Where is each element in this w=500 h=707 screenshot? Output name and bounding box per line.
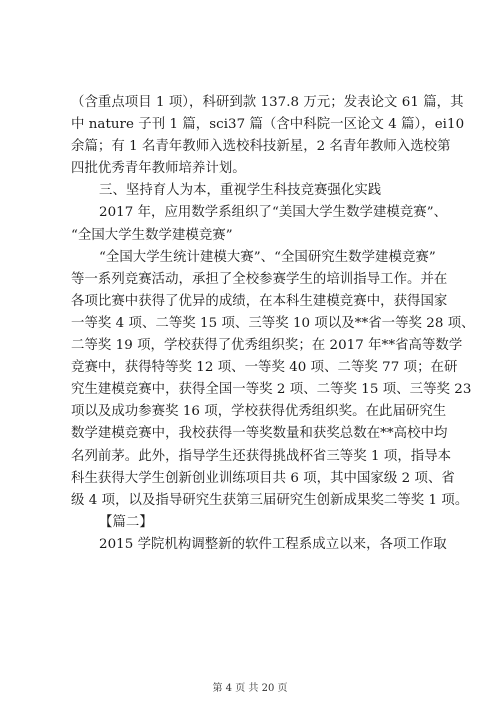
paragraph-line: “全国大学生统计建模大赛”、“全国研究生数学建模竞赛” — [99, 249, 436, 265]
paragraph-line: 中 nature 子刊 1 篇，sci37 篇（含中科院一区论文 4 篇），ei10 — [71, 117, 465, 133]
section-marker: 【篇二】 — [99, 514, 153, 530]
page-number: 第 4 页 共 20 页 — [212, 683, 288, 694]
paragraph-line: 究生建模竞赛中，获得全国一等奖 2 项、二等奖 15 项、三等奖 23 — [71, 382, 472, 398]
paragraph-line: 2017 年，应用数学系组织了“美国大学生数学建模竞赛”、 — [99, 205, 448, 221]
paragraph-line: 竞赛中，获得特等奖 12 项、一等奖 40 项、二等奖 77 项；在研 — [71, 360, 458, 376]
paragraph-line: 二等奖 19 项，学校获得了优秀组织奖；在 2017 年**省高等数学 — [71, 338, 463, 354]
paragraph-line: 等一系列竞赛活动，承担了全校参赛学生的培训指导工作。并在 — [71, 271, 448, 287]
paragraph-line: 余篇；有 1 名青年教师入选校科技新星，2 名青年教师入选校第 — [71, 139, 451, 155]
paragraph-line: 级 4 项，以及指导研究生获第三届研究生创新成果奖二等奖 1 项。 — [71, 492, 469, 508]
paragraph-line: “全国大学生数学建模竞赛” — [71, 227, 233, 243]
document-body — [71, 92, 475, 556]
paragraph-line: 各项比赛中获得了优异的成绩，在本科生建模竞赛中，获得国家 — [71, 293, 448, 309]
paragraph-line: 项以及成功参赛奖 16 项，学校获得优秀组织奖。在此届研究生 — [71, 404, 447, 420]
paragraph-line: 名列前茅。此外，指导学生还获得挑战杯省三等奖 1 项，指导本 — [71, 448, 452, 464]
paragraph-line: 数学建模竞赛中，我校获得一等奖数量和获奖总数在**高校中均 — [71, 426, 448, 442]
paragraph-line: 四批优秀青年教师培养计划。 — [71, 161, 246, 177]
section-heading: 三、坚持育人为本，重视学生科技竞赛强化实践 — [99, 183, 382, 199]
paragraph-line: （含重点项目 1 项），科研到款 137.8 万元；发表论文 61 篇，其 — [71, 95, 464, 110]
paragraph-line: 2015 学院机构调整新的软件工程系成立以来，各项工作取 — [99, 536, 447, 552]
paragraph-line: 科生获得大学生创新创业训练项目共 6 项，其中国家级 2 项、省 — [71, 470, 455, 486]
paragraph-line: 一等奖 4 项、二等奖 15 项、三等奖 10 项以及**省一等奖 28 项、 — [71, 315, 475, 331]
